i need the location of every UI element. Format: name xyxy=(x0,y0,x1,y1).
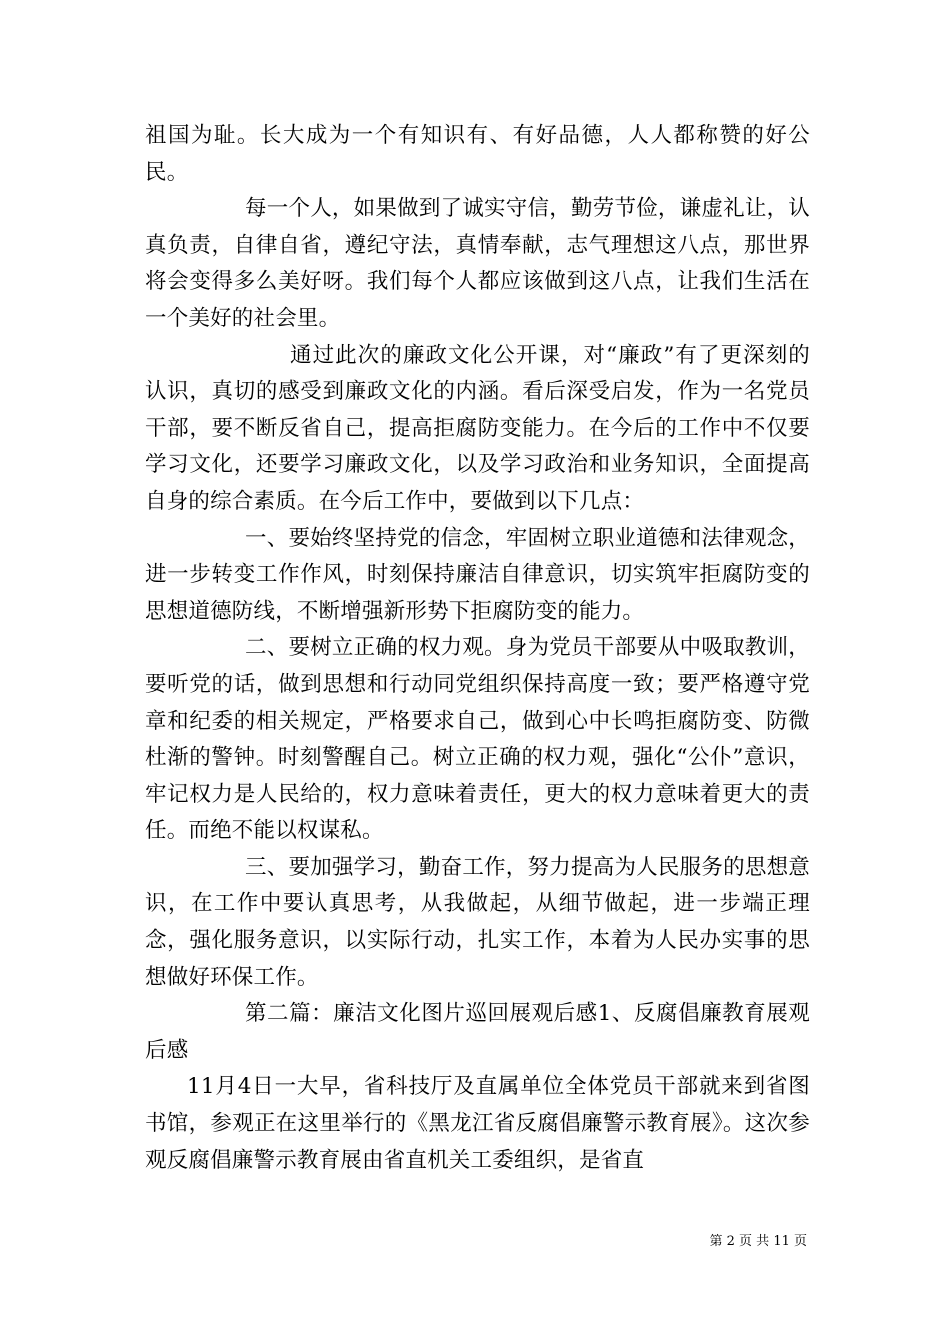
paragraph-point-two: 二、要树立正确的权力观。身为党员干部要从中吸取教训，要听党的话，做到思想和行动同党组织保持高度一致；要严格遵守党章和纪委的相关规定，严格要求自己，做到心中长鸣拒腐防变、防微杜渐的警钟。时刻警醒自己。树立正确的权力观，强化“公仆”意识，牢记权力是人民给的，权力意味着责任，更大的权力意味着更大的责任。而绝不能以权谋私。 xyxy=(145,635,810,844)
paragraph-point-one: 一、要始终坚持党的信念，牢固树立职业道德和法律观念，进一步转变工作作风，时刻保持廉洁自律意识，切实筑牢拒腐防变的思想道德防线，不断增强新形势下拒腐防变的能力。 xyxy=(145,525,810,624)
page-number-footer: 第 2 页 共 11 页 xyxy=(709,1234,807,1249)
document-body xyxy=(145,118,810,1179)
paragraph-eight-virtues: 每一个人，如果做到了诚实守信，勤劳节俭，谦虚礼让，认真负责，自律自省，遵纪守法，真情奉献，志气理想这八点，那世界将会变得多么美好呀。我们每个人都应该做到这八点，让我们生活在一个美好的社会里。 xyxy=(145,196,810,331)
paragraph-lianzheng-course: 通过此次的廉政文化公开课，对“廉政”有了更深刻的认识，真切的感受到廉政文化的内涵。看后深受启发，作为一名党员干部，要不断反省自己，提高拒腐防变能力。在今后的工作中不仅要学习文化，还要学习廉政文化，以及学习政治和业务知识，全面提高自身的综合素质。在今后工作中，要做到以下几点： xyxy=(145,342,810,514)
paragraph-exhibition-visit: 11月4日一大早，省科技厅及直属单位全体党员干部就来到省图书馆，参观正在这里举行的《黑龙江省反腐倡廉警示教育展》。这次参观反腐倡廉警示教育展由省直机关工委组织，是省直 xyxy=(145,1074,810,1173)
section-heading-second: 第二篇：廉洁文化图片巡回展观后感1、反腐倡廉教育展观后感 xyxy=(145,1001,810,1063)
paragraph-point-three: 三、要加强学习，勤奋工作，努力提高为人民服务的思想意识，在工作中要认真思考，从我做起，从细节做起，进一步端正理念，强化服务意识，以实际行动，扎实工作，本着为人民办实事的思想做好环保工作。 xyxy=(145,854,810,990)
paragraph-continuation: 祖国为耻。长大成为一个有知识有、有好品德，人人都称赞的好公民。 xyxy=(145,123,810,185)
